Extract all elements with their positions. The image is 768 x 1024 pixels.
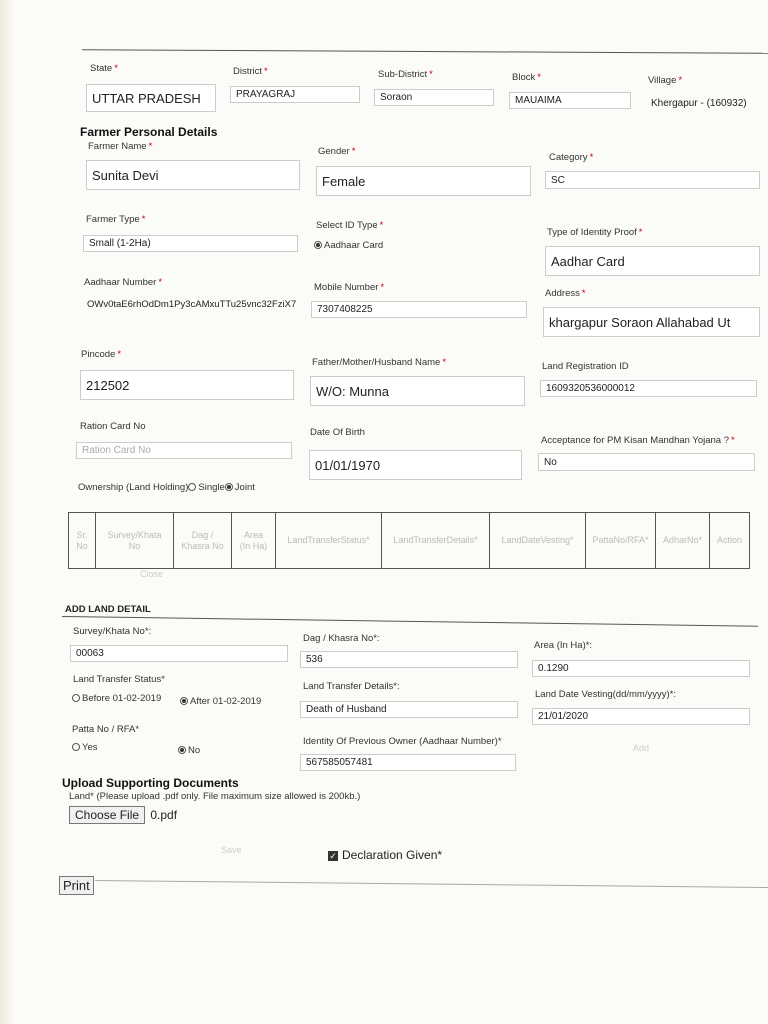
top-rule <box>82 49 768 54</box>
patta-yes-radio[interactable]: Yes <box>72 742 98 753</box>
date-vesting-label: Land Date Vesting(dd/mm/yyyy)*: <box>535 689 676 700</box>
pincode-label: Pincode * <box>81 349 122 360</box>
upload-hint: Land* (Please upload .pdf only. File maximum size allowed is 200kb.) <box>69 791 361 802</box>
prev-owner-label: Identity Of Previous Owner (Aadhaar Number)* <box>303 736 502 747</box>
col-sr-no: Sr. No <box>69 513 96 569</box>
col-survey: Survey/Khata No <box>96 513 174 569</box>
address-label: Address * <box>545 288 586 299</box>
bottom-rule <box>95 880 768 888</box>
ration-field[interactable]: Ration Card No <box>76 442 292 459</box>
mobile-label: Mobile Number * <box>314 282 385 293</box>
file-name: 0.pdf <box>150 808 178 822</box>
transfer-details-label: Land Transfer Details*: <box>303 681 400 692</box>
id-type-radio[interactable]: Aadhaar Card <box>314 240 383 251</box>
land-rule <box>62 616 758 627</box>
aadhaar-field[interactable]: OWv0taE6rhOdDm1Py3cAMxuTTu25vnc32FziX7 <box>87 299 297 310</box>
mobile-field[interactable]: 7307408225 <box>311 301 527 318</box>
col-action: Action <box>710 513 750 569</box>
col-date-vesting: LandDateVesting* <box>490 513 586 569</box>
category-label: Category * <box>549 152 594 163</box>
col-patta: PattaNo/RFA* <box>586 513 656 569</box>
mandhan-label: Acceptance for PM Kisan Mandhan Yojana ? * <box>541 435 735 446</box>
ration-label: Ration Card No <box>80 421 146 432</box>
aadhaar-label: Aadhaar Number * <box>84 277 163 288</box>
aadhaar-radio-icon <box>314 241 322 249</box>
land-reg-label: Land Registration ID <box>542 361 629 372</box>
choose-file-button[interactable]: Choose File <box>69 806 145 824</box>
gender-select[interactable]: Female <box>316 166 531 196</box>
pincode-field[interactable]: 212502 <box>80 370 294 400</box>
category-select[interactable]: SC <box>545 171 760 189</box>
district-select[interactable]: PRAYAGRAJ <box>230 86 360 103</box>
subdistrict-label: Sub-District * <box>378 69 433 80</box>
id-type-label: Select ID Type * <box>316 220 384 231</box>
village-select[interactable]: Khergapur - (160932) <box>651 98 747 109</box>
checkmark-icon: ✓ <box>329 850 337 861</box>
joint-radio-icon[interactable] <box>225 483 233 491</box>
section-title-upload: Upload Supporting Documents <box>62 776 239 790</box>
scan-edge <box>0 0 14 1024</box>
dag-label: Dag / Khasra No*: <box>303 633 380 644</box>
state-label: State * <box>90 63 118 74</box>
after-radio-icon <box>180 697 188 705</box>
identity-proof-label: Type of Identity Proof * <box>547 227 643 238</box>
col-transfer-details: LandTransferDetails* <box>382 513 490 569</box>
patta-label: Patta No / RFA* <box>72 724 140 735</box>
date-vesting-field[interactable]: 21/01/2020 <box>532 708 750 725</box>
section-title-personal: Farmer Personal Details <box>80 125 218 139</box>
address-field[interactable]: khargapur Soraon Allahabad Ut <box>543 307 760 337</box>
dob-field[interactable]: 01/01/1970 <box>309 450 522 480</box>
area-label: Area (In Ha)*: <box>534 640 593 651</box>
gender-label: Gender * <box>318 146 356 157</box>
block-label: Block * <box>512 72 541 83</box>
no-radio-icon <box>178 746 186 754</box>
relative-name-field[interactable]: W/O: Munna <box>310 376 525 406</box>
area-field[interactable]: 0.1290 <box>532 660 750 677</box>
yes-radio-icon <box>72 743 80 751</box>
col-dag: Dag / Khasra No <box>174 513 232 569</box>
dob-label: Date Of Birth <box>310 427 365 438</box>
farmer-name-field[interactable]: Sunita Devi <box>86 160 300 190</box>
farmer-type-label: Farmer Type * <box>86 214 146 225</box>
survey-label: Survey/Khata No*: <box>73 626 152 637</box>
state-select[interactable]: UTTAR PRADESH <box>86 84 216 112</box>
col-adhar: AdharNo* <box>656 513 710 569</box>
land-reg-field[interactable]: 1609320536000012 <box>540 380 757 397</box>
patta-no-radio[interactable]: No <box>178 745 200 756</box>
before-radio[interactable]: Before 01-02-2019 <box>72 693 161 704</box>
close-button[interactable]: Close <box>140 569 164 579</box>
village-label: Village * <box>648 75 683 86</box>
col-area: Area (In Ha) <box>232 513 276 569</box>
before-radio-icon <box>72 694 80 702</box>
mandhan-select[interactable]: No <box>538 453 755 471</box>
transfer-status-label: Land Transfer Status* <box>73 674 165 685</box>
single-radio-icon[interactable] <box>188 483 196 491</box>
save-button[interactable]: Save <box>221 845 242 855</box>
print-button[interactable]: Print <box>59 876 94 895</box>
dag-field[interactable]: 536 <box>300 651 518 668</box>
identity-proof-select[interactable]: Aadhar Card <box>545 246 760 276</box>
relative-name-label: Father/Mother/Husband Name * <box>312 357 447 368</box>
declaration-checkbox[interactable]: ✓ Declaration Given* <box>329 848 443 862</box>
prev-owner-field[interactable]: 567585057481 <box>300 754 516 771</box>
section-title-land: ADD LAND DETAIL <box>65 604 151 615</box>
subdistrict-select[interactable]: Soraon <box>374 89 494 106</box>
farmer-type-select[interactable]: Small (1-2Ha) <box>83 235 298 252</box>
farmer-name-label: Farmer Name * <box>88 141 153 152</box>
file-picker <box>69 808 177 822</box>
district-label: District * <box>233 66 268 77</box>
ownership-group: Ownership (Land Holding) Single Joint <box>78 482 255 493</box>
col-transfer-status: LandTransferStatus* <box>276 513 382 569</box>
after-radio[interactable]: After 01-02-2019 <box>180 696 261 707</box>
survey-field[interactable]: 00063 <box>70 645 288 662</box>
add-button[interactable]: Add <box>633 743 650 753</box>
block-select[interactable]: MAUAIMA <box>509 92 631 109</box>
transfer-details-field[interactable]: Death of Husband <box>300 701 518 718</box>
land-holding-table <box>68 512 750 569</box>
